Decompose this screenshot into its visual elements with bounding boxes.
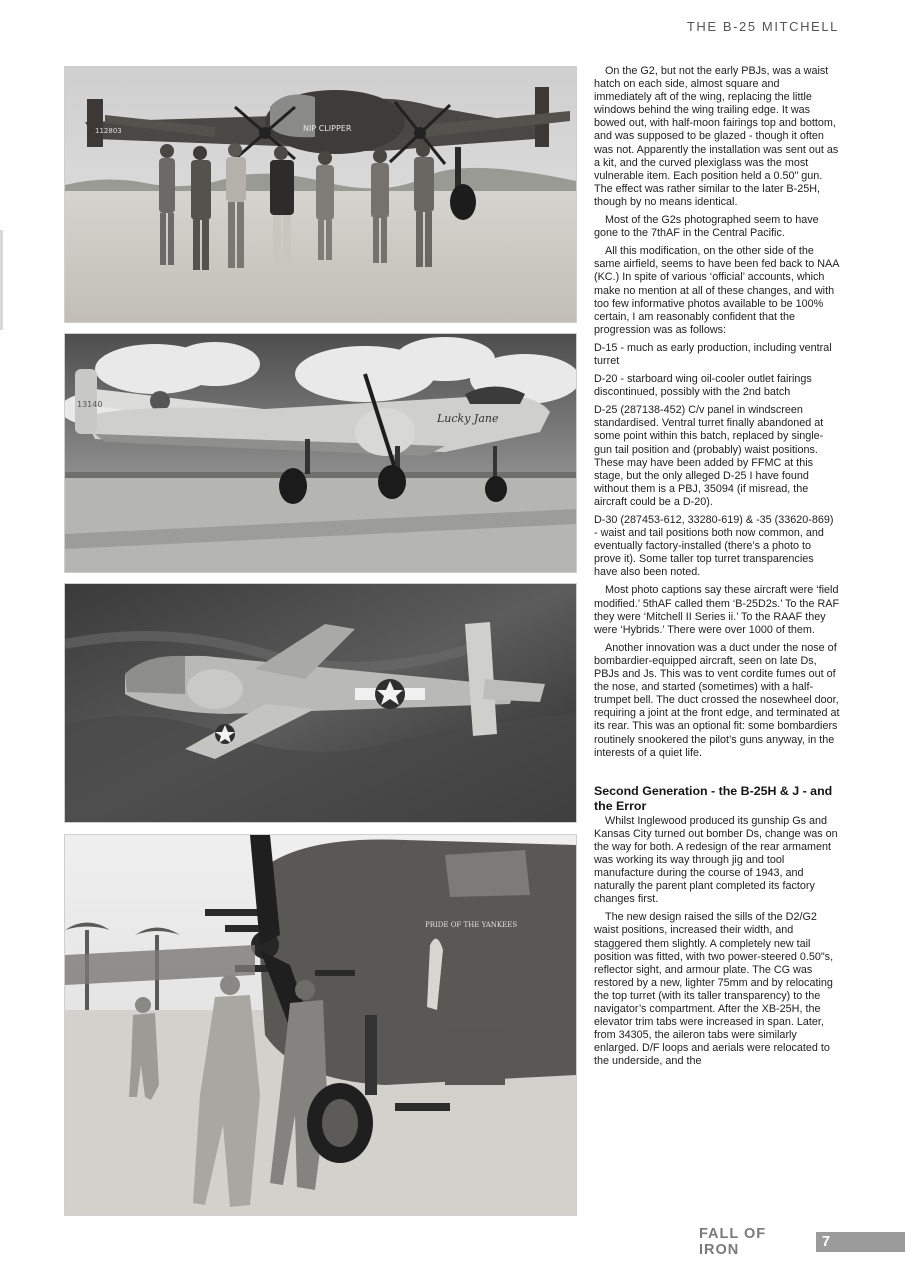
section-heading: Second Generation - the B-25H & J - and the Error — [594, 783, 833, 813]
body-paragraph: All this modification, on the other side of the same airfield, seems to have been fed back to NAA (KC.) In spite of various ‘official’ accounts, which make no mention at all of these changes, and with too few informative photos available to be 100% certain, I am reasonably confident that the progression was as follows: — [594, 245, 839, 336]
article-text-column — [594, 65, 840, 1073]
body-paragraph: Most of the G2s photographed seem to have gone to the 7thAF in the Central Pacific. — [594, 214, 819, 240]
production-block-item: D-25 (287138-452) C/v panel in windscreen standardised. Ventral turret finally abandoned at some point within this batch, replaced by single-gun tail position and (probably) waist positions. These may have been added by FFMC at this stage, but the only alleged D-25 I have found without them is a PBJ, 35094 (if misread, the aircraft could be a D-20). — [594, 404, 824, 508]
body-paragraph: Most photo captions say these aircraft were ‘field modified.’ 5thAF called them ‘B-25D2s.’ To the RAF they were ‘Mitchell II Series ii.’ To the RAAF they were ‘Hybrids.’ There were over 1000 of them. — [594, 584, 840, 636]
tail-serial: 13140 — [77, 400, 103, 409]
tail-serial: 112803 — [95, 127, 122, 135]
page-number: 7 — [816, 1232, 905, 1252]
photo-ground-crew-pride-of-yankees — [65, 835, 576, 1215]
nose-art-text: PRIDE OF THE YANKEES — [425, 921, 518, 929]
production-block-item: D-15 - much as early production, including ventral turret — [594, 341, 832, 367]
body-paragraph: Another innovation was a duct under the nose of bombardier-equipped aircraft, seen on late Ds, PBJs and Js. This was to vent cordite fumes out of the nose, and started (sometimes) with a half-trumpet bell. The duct crossed the nosewheel door, requiring a joint at the front edge, and terminated at its rear. This was an optional fit: some bombardiers routinely snookered the pilot’s guns anyway, in the interests of a quiet life. — [594, 641, 840, 759]
page-footer — [699, 1226, 905, 1258]
body-paragraph: The new design raised the sills of the D2/G2 waist positions, increased their width, and staggered them slightly. A completely new tail position was fitted, with two power-steered 0.50"s, reflector sight, and armour plate. The CG was restored by a new, lighter 75mm and by relocating the top turret (with its taller transparency) to the navigator’s compartment. After the XB-25H, the elevator trim tabs were increased in span. Later, from 34305, the aileron tabs were similarly enlarged. D/F loops and aerials were relocated to the underside, and the — [594, 911, 834, 1068]
production-block-item: D-20 - starboard wing oil-cooler outlet fairings discontinued, possibly with the 2nd batch — [594, 373, 812, 399]
body-paragraph: On the G2, but not the early PBJs, was a waist hatch on each side, almost square and immediately aft of the wing, replacing the little windows behind the wing trailing edge. It was bowed out, with half-moon fairings top and bottom, and was supposed to be glazed - though it often was not. Apparently the installation was sent out as a kit, and the curved plexiglass was the most vulnerable item. Each position held a 0.50" gun. The effect was rather similar to the later B-25H, though by no means identical. — [594, 65, 839, 208]
running-header: THE B-25 MITCHELL — [686, 19, 839, 34]
body-paragraph: Whilst Inglewood produced its gunship Gs and Kansas City turned out bomber Ds, change was on the way for both. A redesign of the rear armament was working its way through jig and tool manufacture during the course of 1943, and naturally the parent plant completed its factory changes first. — [594, 814, 838, 906]
photo-lucky-jane — [65, 334, 576, 572]
production-block-item: D-30 (287453-612, 33280-619) & -35 (33620-869) - waist and tail positions both now common, and eventually factory-installed (there’s a photo to prove it). Some taller top turret transparencies have also been noted. — [594, 514, 834, 579]
nose-art-text: NIP CLIPPER — [303, 124, 352, 133]
photo-crew-nip-clipper — [65, 67, 576, 322]
photo-in-flight — [65, 584, 576, 822]
margin-tab — [0, 230, 3, 330]
footer-magazine-title: FALL OF IRON — [699, 1226, 767, 1258]
nose-art-text: Lucky Jane — [437, 412, 499, 425]
